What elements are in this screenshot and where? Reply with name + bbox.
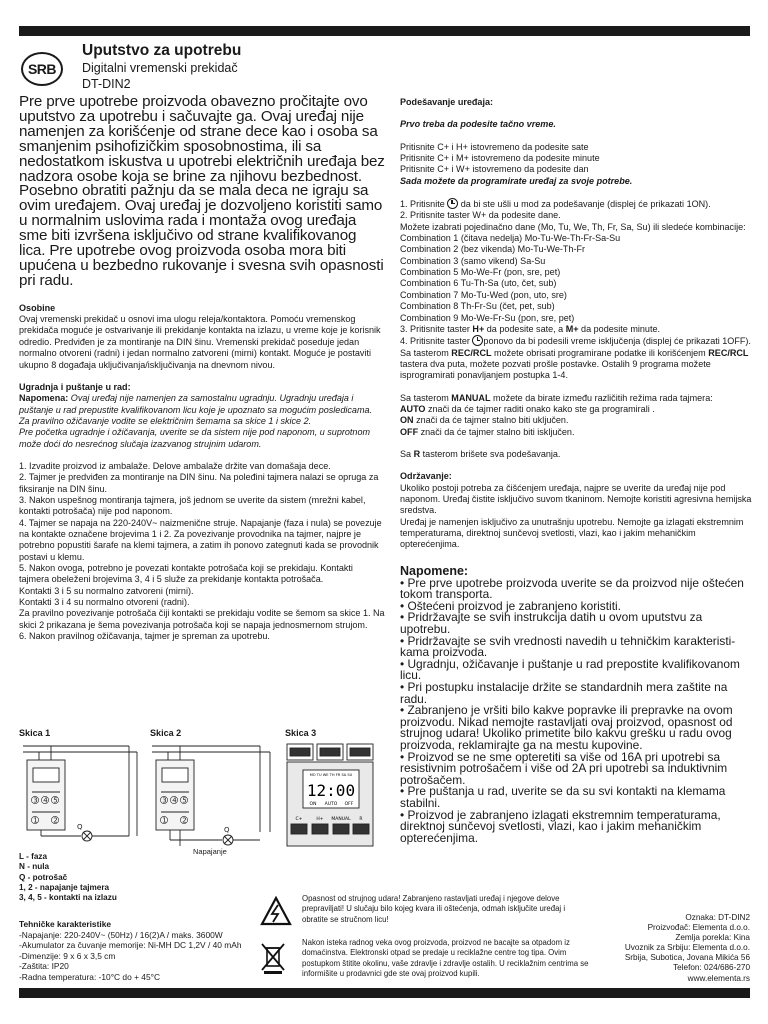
legend-item: Q - potrošač: [19, 872, 68, 882]
time-setting-line: Pritisnite C+ i W+ istovremeno da podesite dan: [400, 164, 589, 175]
svg-text:1: 1: [162, 816, 167, 825]
right-column: [400, 97, 755, 844]
tech-item: -Dimenzije: 9 x 6 x 3,5 cm: [19, 950, 116, 961]
napomena-item: • Ugradnju, ožičavanje i puštanje u rad prepostite kvalifikovanom licu.: [400, 656, 740, 683]
install-step: 4. Tajmer se napaja na 220-240V~ naizmenične struje. Napajanje (faza i nula) se povezuje na kontakte označene brojevima 1 i 2. Za povezivanje provodnika na tajmer, najpre je potrebno popustiti šarafe na klemi tajmera, a zatim ih ponovo zategnuti kada se provodnik postavi u klemu.: [19, 517, 382, 562]
language-badge: SRB: [21, 52, 63, 86]
maker-line: Oznaka: DT-DIN2: [685, 913, 750, 922]
maker-line: Proizvođač: Elementa d.o.o.: [647, 923, 750, 933]
mode-off: [400, 427, 755, 438]
install-steps: [19, 461, 385, 643]
manufacturer-info: [625, 913, 750, 984]
combination-item: Combination 5 Mo-We-Fr (pon, sre, pet): [400, 267, 561, 278]
ugradnja-heading: Ugradnja i puštanje u rad:: [19, 381, 131, 392]
first-time-note: Prvo treba da podesite tačno vreme.: [400, 119, 556, 130]
rec-text: možete obrisati programirane podatke ili korišćenjem: [491, 347, 709, 358]
note-text: Ovaj uređaj nije namenjen za samostalnu ugradnju. Ugradnju uređaja i puštanje u rad prepustite kvalifikovanom licu kojе je upoznato sa mogućim posledicama. Za pravilno ožičavanje vodite se električnim šemama sa skice 1 i skice 2.: [19, 393, 373, 426]
svg-text:3: 3: [33, 796, 38, 805]
maker-line: Uvoznik za Srbiju: Elementa d.o.o.: [624, 943, 750, 953]
display-time: 12:00: [306, 781, 356, 800]
top-bar: [19, 26, 750, 36]
on-label: ON: [400, 415, 414, 426]
consumer-q-label: Q: [77, 823, 83, 831]
header-text: [82, 42, 241, 92]
sketch-1-label: Skica 1: [19, 728, 51, 738]
install-step: 3. Nakon uspešnog montiranja tajmera, još jednom se uverite da sistem (mrežni kabel, kontakti potrošača) nije pod naponom.: [19, 494, 366, 517]
manual-text: Sa tasterom: [400, 392, 452, 403]
rec-key: REC/RCL: [708, 347, 749, 358]
napomena-item: • Pri postupku instalacije držite se standardnih mera zaštite na radu.: [400, 680, 728, 706]
napomena-item: • Oštećeni proizvod je zabranjeno koristiti.: [400, 598, 621, 613]
install-step: Kontakti 3 i 5 su normalno zatvoreni (mirni).: [19, 585, 194, 596]
key-r: R: [359, 817, 363, 822]
install-step: Za pravilno povezivanje potrošača čiji kontakti se prekidaju vodite se šemom sa skice 1. Na skici 2 prikazana je šema povezivanja potrošača koji se napaja jednosmernom strujom.: [19, 608, 385, 630]
combination-item: Combination 9 Mo-We-Fr-Su (pon, sre, pet): [400, 312, 575, 323]
napomena-item: • Zabranjeno je vršiti bilo kakve popravke ili prepravke na ovom proizvodu. Nikad nemojte rastavljati ovaj proizvod, opasnost od strujnog udara! Ukoliko primetite bilo kakvu grešku u radu ovog proizvoda, reklamirajte ga na mestu kupovine.: [400, 703, 733, 752]
tech-item: -Zaštita: IP20: [19, 961, 69, 972]
napomena-item: • Pridržavajte se svih instrukcija datih u ovom uputstvu za upotrebu.: [400, 610, 703, 637]
combination-item: Combination 8 Th-Fr-Su (čet, pet, sub): [400, 301, 555, 312]
step-3-text: da podesite sate, a: [484, 323, 566, 334]
combination-item: Combination 7 Mo-Tu-Wed (pon, uto, sre): [400, 289, 567, 300]
maker-line: Zemlja porekla: Kina: [675, 933, 750, 943]
left-column: [19, 95, 385, 642]
header: [19, 42, 379, 94]
off-text: znači da će tajmer stalno biti isključen.: [418, 426, 575, 437]
mode-auto: [400, 404, 755, 415]
napomene-list: [400, 575, 755, 845]
display-mode-off: OFF: [344, 802, 354, 807]
podesavanje-heading: Podešavanje uređaja:: [400, 97, 494, 107]
install-step: 5. Nakon ovoga, potrebno je povezati kontakte potrošača koji se prekidaju. Kontakti tajmera obeleženi brojevima 3, 4 i 5 služe za prekidanje kontakta potrošača.: [19, 563, 353, 585]
clock-icon: [472, 335, 483, 346]
manual-note: [400, 393, 755, 404]
reset-text: Sa: [400, 448, 414, 459]
electric-shock-icon: [260, 896, 292, 929]
step-1-text-b: da bi ste ušli u mod za podešavanje (displej će prikazati 1ON).: [458, 199, 711, 210]
legend-item: N - nula: [19, 862, 50, 872]
sketch-2-label: Skica 2: [150, 728, 182, 738]
napajanje-label: Napajanje: [193, 847, 227, 856]
sketch-3-diagram: [285, 740, 385, 848]
step-2-detail: Možete izabrati pojedinačno dane (Mo, Tu, We, Th, Fr, Sa, Su) ili sledeće kombinacije:: [400, 221, 746, 232]
tech-item: -Akumulator za čuvanje memorije: Ni-MH DC 1,2V / 40 mAh: [19, 940, 242, 951]
napomena-item: • Pridržavajte se svih vrednosti navedih u tehničkim karakteristi-kama proizvoda.: [400, 633, 736, 660]
mode-on: [400, 415, 755, 426]
legend-item: 1, 2 - napajanje tajmera: [19, 882, 110, 892]
step-4: [400, 335, 755, 347]
consumer-q-label: Q: [224, 826, 230, 834]
wiring-legend: [19, 852, 219, 903]
combination-item: Combination 1 (čitava nedelja) Mo-Tu-We-Th-Fr-Sa-Su: [400, 233, 621, 244]
auto-text: znači da će tajmer raditi onako kako ste ga programirali .: [425, 403, 655, 414]
svg-text:5: 5: [182, 796, 187, 805]
bottom-bar: [19, 988, 750, 998]
r-key: R: [413, 448, 421, 459]
key-manual: MANUAL: [331, 817, 351, 822]
svg-text:5: 5: [53, 796, 58, 805]
step-4-text-b: ponovo da bi podesili vreme isključenja (displej će prikazati 1OFF).: [483, 336, 751, 347]
model-number: DT-DIN2: [82, 77, 131, 91]
svg-text:2: 2: [53, 816, 58, 825]
tech-item: -Radna temperatura: -10°C do + 45°C: [19, 971, 161, 982]
display-mode-on: ON: [309, 802, 317, 807]
intro-paragraph: Pre prve upotrebe proizvoda obavezno pročitajte ovo uputstvo za upotrebu i sačuvajte ga. Ovaj uređaj nije namenjen za korišćenje od strane dece kao i osoba sa smanjenim psihofizičkim sposobnostima, ili sa nedostatkom iskustva u upotrebi električnih uređaja bez nadzora osobe koja se brine za njihovu bezbednost. Posebno obratiti pažnju da se mala deca ne igraju sa ovim uređajem. Ovaj uređaj je dozvoljeno koristiti samo u normalnim uslovima rada i montaža ovog uređaja sme biti izvršena isključivo od strane kvalifikovanog lica. Pre upotrebe ovog proizvoda osoba mora biti upućena u bezbedno rukovanje i svesna svih opasnosti pri radu.: [19, 93, 385, 289]
now-program-note: Sada možete da programirate uređaj za svoje potrebe.: [400, 175, 633, 186]
document-title: Uputstvo za upotrebu: [82, 42, 242, 59]
manual-text: možete da birate između različitih režima rada tajmera:: [490, 392, 713, 403]
step-2: 2. Pritisnite taster W+ da podesite dane.: [400, 210, 561, 221]
document-subtitle: Digitalni vremenski prekidač: [82, 61, 238, 75]
combination-item: Combination 2 (bez vikenda) Mo-Tu-We-Th-Fr: [400, 244, 586, 255]
clock-icon: [447, 198, 458, 209]
display-days: MO TU WE TH FR SA SU: [309, 773, 353, 777]
ugradnja-note: [19, 393, 385, 427]
step-1: [400, 198, 755, 210]
recycle-note: [260, 938, 590, 979]
svg-text:4: 4: [172, 796, 177, 805]
manual-key: MANUAL: [451, 392, 491, 403]
step-4-text-a: 4. Pritisnite taster: [400, 336, 473, 347]
shock-warning-text: Opasnost od strujnog udara! Zabranjeno rastavljati uređaj i njegove delove prepraviljati! U slučaju bilo kojeg kvara ili oštećenja, odmah isključite uređaj i obratite se stručnom licu!: [302, 894, 566, 924]
install-step: 6. Nakon pravilnog ožičavanja, tajmer je spreman za upotrebu.: [19, 631, 270, 642]
napomena-item: • Proizvod se ne sme opteretiti sa više od 16A pri upotrebi sa resistivnim potrošačem i više od 2A pri upotrebi sa induktivnim potrošačem.: [400, 749, 728, 787]
sketch-2-diagram: [150, 740, 275, 860]
rec-text: Sa tasterom: [400, 347, 452, 358]
rec-key: REC/RCL: [451, 347, 492, 358]
key-c: C+: [295, 817, 303, 822]
auto-label: AUTO: [400, 403, 426, 414]
reset-note: [400, 449, 755, 460]
combination-item: Combination 6 Tu-Th-Sa (uto, čet, sub): [400, 278, 557, 289]
key-h: H+: [316, 817, 324, 822]
recycle-note-text: Nakon isteka radnog veka ovog proizvoda, proizvod ne bacajte sa otpadom iz domaćinstva. Elektronski otpad se predaje u reciklažne centre tog tipa. Ovim postupkom štitite okolinu, vaše zdravlje i zdravlje ostalih. U reciklažnim centrima se informišite u prodavnici gde ste ovaj proizvod kupili.: [302, 938, 589, 978]
maker-line: www.elementa.rs: [687, 973, 750, 983]
napomena-item: • Pre puštanja u rad, uverite se da su svi kontakti na klemama stabilni.: [400, 784, 726, 810]
sketch-3-label: Skica 3: [285, 728, 317, 738]
sketch-1-diagram: [19, 740, 144, 848]
crossed-bin-icon: [260, 940, 286, 977]
time-setting-line: Pritisnite C+ i M+ istovremeno da podesite minute: [400, 153, 600, 164]
install-step: Kontakti 3 i 4 su normalno otvoreni (radni).: [19, 597, 190, 608]
display-mode-auto: AUTO: [324, 802, 338, 807]
rec-rcl-note: [400, 348, 755, 382]
step-3: [400, 324, 755, 335]
tech-item: -Napajanje: 220-240V~ (50Hz) / 16(2)A / maks. 3600W: [19, 929, 223, 940]
svg-text:2: 2: [182, 816, 187, 825]
install-step: 1. Izvadite proizvod iz ambalaže. Delove ambalaže držite van domašaja dece.: [19, 460, 331, 471]
combination-item: Combination 3 (samo vikend) Sa-Su: [400, 255, 546, 266]
osobine-text: Ovaj vremenski prekidač u osnovi ima ulogu releja/kontaktora. Pomoću vremenskog prekidača moguće je ostvarivanje ili prekidanje kontakta na izlazu, u vreme koje je korisnik odredio. Predviđen je za montiranje na DIN šinu. Vremenski prekidač poseduje jedan normalno otvoreni (radni) i jedan normalno zatvoreni (mirni) kontakt. Moguće je postaviti ukupno 8 događaja uključivanja/isključivanja na dnevnom nivou.: [19, 314, 381, 370]
odrzavanje-text: Ukoliko postoji potreba za čišćenjem uređaja, najpre se uverite da uređaj nije pod naponom. Uređaj čistite isključivo suvom tkaninom. Nemojte koristiti agresivna hemijska sredstva.: [400, 482, 752, 516]
on-text: znači da će tajmer stalno biti uključen.: [413, 415, 569, 426]
off-label: OFF: [400, 426, 419, 437]
napomena-item: • Proizvod je zabranjeno izlagati ekstremnim temperaturama, direktnoj sunčevoj svetlosti, vlazi, kao i jakim mehaničkim opterećenjima.: [400, 807, 721, 845]
napomena-item: • Pre prve upotrebe proizvoda uverite se da proizvod nije oštećen tokom transporta.: [400, 575, 744, 602]
note-label: Napomena:: [19, 393, 69, 404]
svg-text:3: 3: [162, 796, 167, 805]
warnings: [260, 894, 590, 979]
step-3-text: 3. Pritisnite taster: [400, 323, 473, 334]
step-1-text-a: 1. Pritisnite: [400, 199, 448, 210]
h-plus-key: H+: [472, 323, 485, 334]
shock-warning: [260, 894, 590, 938]
osobine-heading: Osobine: [19, 302, 56, 313]
install-step: 2. Tajmer je predviđen za montiranje na DIN šinu. Na poleđini tajmera nalazi se opruga za fiksiranje na DIN šinu.: [19, 472, 379, 494]
maker-line: Telefon: 024/686-270: [673, 963, 750, 973]
svg-text:4: 4: [43, 796, 48, 805]
technical-specs: [19, 919, 269, 983]
odrzavanje-text-2: Uređaj je namenjen isključivo za unutrašnju upotrebu. Nemojte ga izlagati ekstremnim temperaturama, direktnoj sunčevoj svetlosti, vlazi, kao i jakim mehaničkim opterećenjima.: [400, 516, 744, 550]
svg-text:1: 1: [33, 816, 38, 825]
reset-text: tasterom brišete sva podešavanja.: [420, 448, 561, 459]
odrzavanje-heading: Održavanje:: [400, 471, 452, 482]
rec-text: tastera dva puta, možete pozvati prošle postavke. Ostalih 9 programa možete isprogramirati ponavljanjem postupka 1-4.: [400, 358, 711, 381]
legend-item: 3, 4, 5 - kontakti na izlazu: [19, 893, 117, 903]
time-setting-line: Pritisnite C+ i H+ istovremeno da podesite sate: [400, 141, 589, 152]
maker-line: Srbija, Subotica, Jovana Mikića 56: [624, 953, 750, 963]
legend-item: L - faza: [19, 852, 48, 861]
tech-heading: Tehničke karakteristike: [19, 919, 112, 929]
ugradnja-note-2: Pre početka ugradnje i ožičavanja, uverite se da sistem nije pod naponom, u suprotnom može doći do nesrećnog slučaja izazvanog strujnim udarom.: [19, 427, 371, 449]
napomene-heading: Napomene:: [400, 563, 469, 578]
wiring-sketches: [19, 728, 385, 856]
m-plus-key: M+: [565, 323, 579, 334]
step-3-text: da podesite minute.: [578, 323, 661, 334]
